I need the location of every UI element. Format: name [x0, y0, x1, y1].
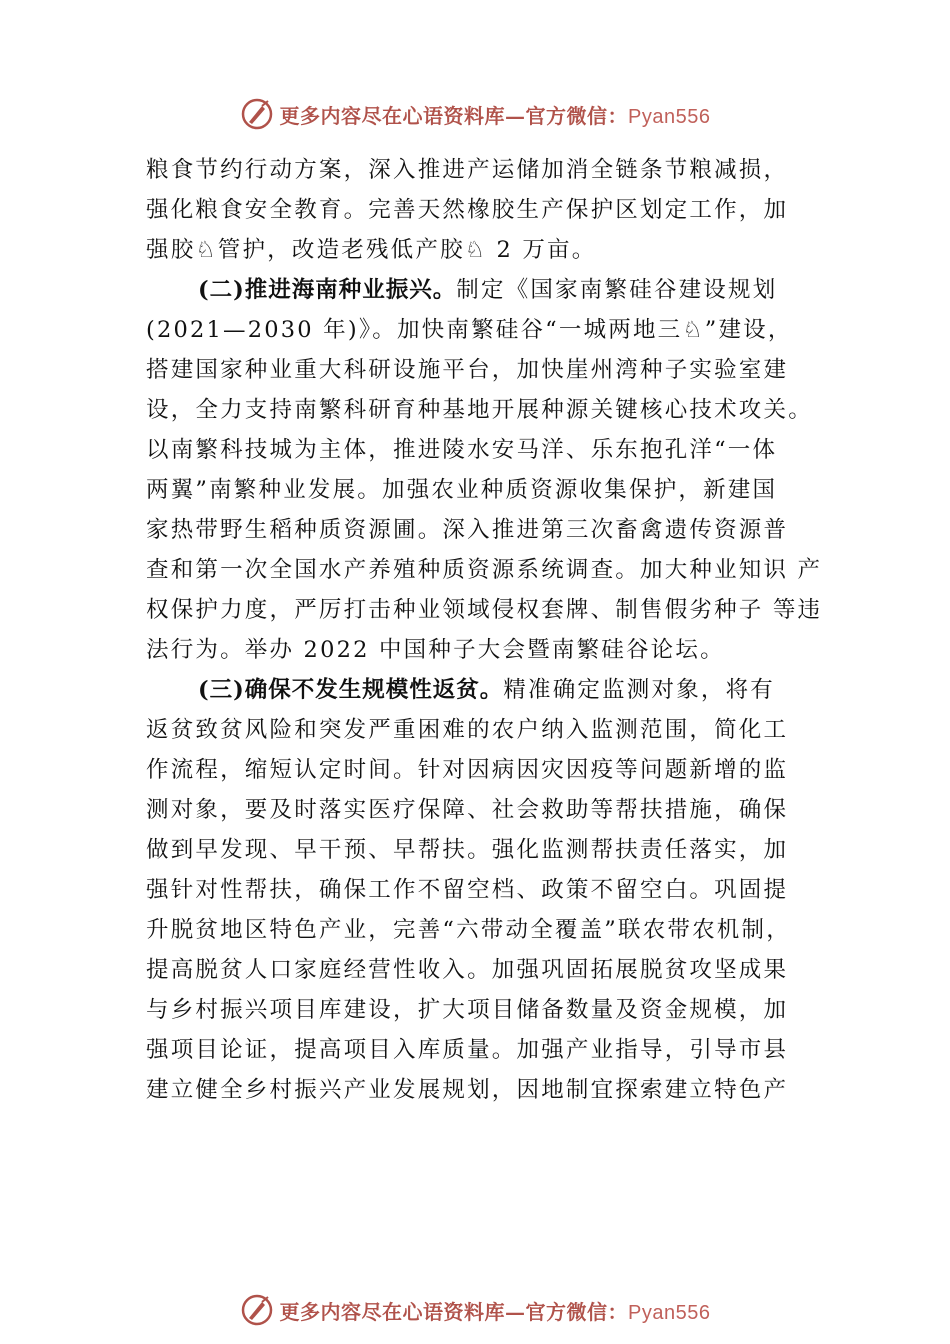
text-line: 提高脱贫人口家庭经营性收入。加强巩固拓展脱贫攻坚成果 — [146, 957, 789, 983]
banner-wechat-label: 官方微信： — [525, 1299, 629, 1324]
quill-logo-icon — [240, 1293, 274, 1327]
text-line: 查和第一次全国水产养殖种质资源系统调查。加大种业知识 产 — [146, 557, 823, 583]
section-heading-line — [146, 270, 836, 310]
footer-banner — [0, 1290, 950, 1330]
text-line: 测对象，要及时落实医疗保障、社会救助等帮扶措施，确保 — [146, 797, 789, 823]
text-line: (2021—2030 年)》。加快南繁硅谷“一城两地三♘”建设， — [146, 317, 793, 343]
text-line: 强项目论证，提高项目入库质量。加强产业指导，引导市县 — [146, 1037, 789, 1063]
quill-logo-icon — [240, 97, 274, 131]
text-line: 升脱贫地区特色产业，完善“六带动全覆盖”联农带农机制， — [146, 917, 791, 943]
section-heading: (二)推进海南种业振兴。 — [198, 277, 457, 303]
heading-rest: 制定《国家南繁硅谷建设规划 — [456, 277, 778, 303]
text-line: 强针对性帮扶，确保工作不留空档、政策不留空白。巩固提 — [146, 877, 789, 903]
paragraph-1 — [146, 150, 836, 270]
text-line: 与乡村振兴项目库建设，扩大项目储备数量及资金规模，加 — [146, 997, 789, 1023]
text-line: 做到早发现、早干预、早帮扶。强化监测帮扶责任落实，加 — [146, 837, 789, 863]
heading-rest: 精准确定监测对象，将有 — [503, 677, 775, 703]
text-line: 强胶♘管护，改造老残低产胶♘ 2 万亩。 — [146, 237, 597, 263]
banner-dash: — — [505, 103, 526, 128]
section-heading: (三)确保不发生规模性返贫。 — [198, 677, 504, 703]
banner-wechat-label: 官方微信： — [525, 103, 629, 128]
paragraph-3 — [146, 670, 836, 1110]
text-line: 建立健全乡村振兴产业发展规划，因地制宜探索建立特色产 — [146, 1077, 789, 1103]
text-line: 权保护力度，严厉打击种业领域侵权套牌、制售假劣种子 等违 — [146, 597, 823, 623]
banner-title — [280, 100, 711, 129]
banner-wechat-id: Pyan556 — [628, 105, 711, 128]
document-body — [146, 150, 836, 1110]
text-line: 搭建国家种业重大科研设施平台，加快崖州湾种子实验室建 — [146, 357, 789, 383]
paragraph-2 — [146, 270, 836, 670]
section-heading-line — [146, 670, 836, 710]
text-line: 作流程，缩短认定时间。针对因病因灾因疫等问题新增的监 — [146, 757, 789, 783]
text-line: 以南繁科技城为主体，推进陵水安马洋、乐东抱孔洋“一体 — [146, 437, 778, 463]
text-line: 强化粮食安全教育。完善天然橡胶生产保护区划定工作，加 — [146, 197, 789, 223]
text-line: 法行为。举办 2022 中国种子大会暨南繁硅谷论坛。 — [146, 637, 725, 663]
text-line: 家热带野生稻种质资源圃。深入推进第三次畜禽遗传资源普 — [146, 517, 789, 543]
banner-text: 更多内容尽在心语资料库 — [279, 1299, 506, 1324]
text-line: 设，全力支持南繁科研育种基地开展种源关键核心技术攻关。 — [146, 397, 813, 423]
banner-wechat-id: Pyan556 — [628, 1301, 711, 1324]
text-line: 粮食节约行动方案，深入推进产运储加消全链条节粮减损， — [146, 157, 789, 183]
header-banner — [0, 94, 950, 134]
text-line: 返贫致贫风险和突发严重困难的农户纳入监测范围，简化工 — [146, 717, 789, 743]
text-line: 两翼”南繁种业发展。加强农业种质资源收集保护，新建国 — [146, 477, 778, 503]
banner-title — [280, 1296, 711, 1325]
banner-text: 更多内容尽在心语资料库 — [279, 103, 506, 128]
banner-dash: — — [505, 1299, 526, 1324]
